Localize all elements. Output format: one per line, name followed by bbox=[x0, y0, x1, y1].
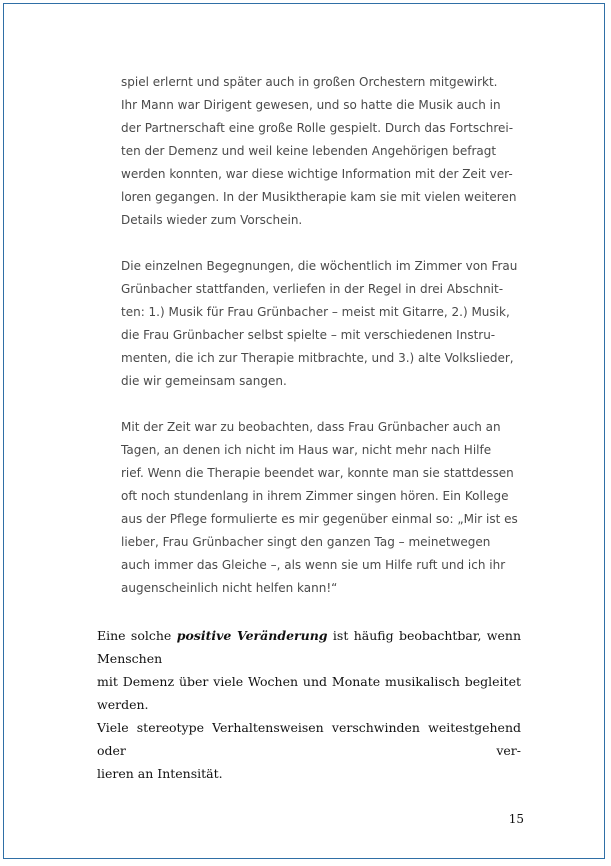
body-line bbox=[97, 624, 521, 670]
body-text-suffix: ist häufig beobachtbar, wenn Menschen bbox=[97, 628, 522, 666]
quote-line: lieber, Frau Grünbacher singt den ganzen Tag – meinetwegen bbox=[121, 535, 491, 549]
quote-line: loren gegangen. In der Musiktherapie kam sie mit vielen weiteren bbox=[121, 190, 517, 204]
body-paragraph bbox=[97, 624, 521, 785]
body-line: Viele stereotype Verhaltensweisen verschwinden weitestgehend oder ver- bbox=[97, 720, 521, 758]
quote-line: Details wieder zum Vorschein. bbox=[121, 213, 303, 227]
quote-line: die Frau Grünbacher selbst spielte – mit verschiedenen Instru- bbox=[121, 328, 496, 342]
quote-line: Mit der Zeit war zu beobachten, dass Frau Grünbacher auch an bbox=[121, 420, 501, 434]
quote-line: menten, die ich zur Therapie mitbrachte, und 3.) alte Volkslieder, bbox=[121, 351, 514, 365]
quote-line: Tagen, an denen ich nicht im Haus war, nicht mehr nach Hilfe bbox=[121, 443, 492, 457]
quote-line: auch immer das Gleiche –, als wenn sie um Hilfe ruft und ich ihr bbox=[121, 558, 506, 572]
quote-line: Grünbacher stattfanden, verliefen in der Regel in drei Abschnit- bbox=[121, 282, 504, 296]
quote-paragraph-2 bbox=[121, 255, 518, 393]
page-number: 15 bbox=[508, 812, 524, 826]
quote-line: Ihr Mann war Dirigent gewesen, und so hatte die Musik auch in bbox=[121, 98, 501, 112]
quote-line: ten: 1.) Musik für Frau Grünbacher – meist mit Gitarre, 2.) Musik, bbox=[121, 305, 510, 319]
quote-line: die wir gemeinsam sangen. bbox=[121, 374, 287, 388]
quote-line: oft noch stundenlang in ihrem Zimmer singen hören. Ein Kollege bbox=[121, 489, 509, 503]
page bbox=[3, 3, 605, 859]
case-study-quote bbox=[121, 71, 518, 600]
body-text-prefix: Eine solche bbox=[97, 628, 172, 643]
quote-line: spiel erlernt und später auch in großen Orchestern mitgewirkt. bbox=[121, 75, 498, 89]
body-line: lieren an Intensität. bbox=[97, 766, 223, 781]
quote-paragraph-3 bbox=[121, 416, 518, 600]
quote-line: rief. Wenn die Therapie beendet war, konnte man sie stattdessen bbox=[121, 466, 514, 480]
quote-line: der Partnerschaft eine große Rolle gespielt. Durch das Fortschrei- bbox=[121, 121, 514, 135]
quote-paragraph-1 bbox=[121, 71, 517, 232]
quote-line: augenscheinlich nicht helfen kann!“ bbox=[121, 581, 338, 595]
quote-line: werden konnten, war diese wichtige Information mit der Zeit ver- bbox=[121, 167, 513, 181]
quote-line: Die einzelnen Begegnungen, die wöchentlich im Zimmer von Frau bbox=[121, 259, 518, 273]
quote-line: aus der Pflege formulierte es mir gegenüber einmal so: „Mir ist es bbox=[121, 512, 518, 526]
emphasis-text: positive Veränderung bbox=[176, 628, 328, 643]
quote-line: ten der Demenz und weil keine lebenden Angehörigen befragt bbox=[121, 144, 497, 158]
body-line: mit Demenz über viele Wochen und Monate musikalisch begleitet werden. bbox=[97, 674, 521, 712]
